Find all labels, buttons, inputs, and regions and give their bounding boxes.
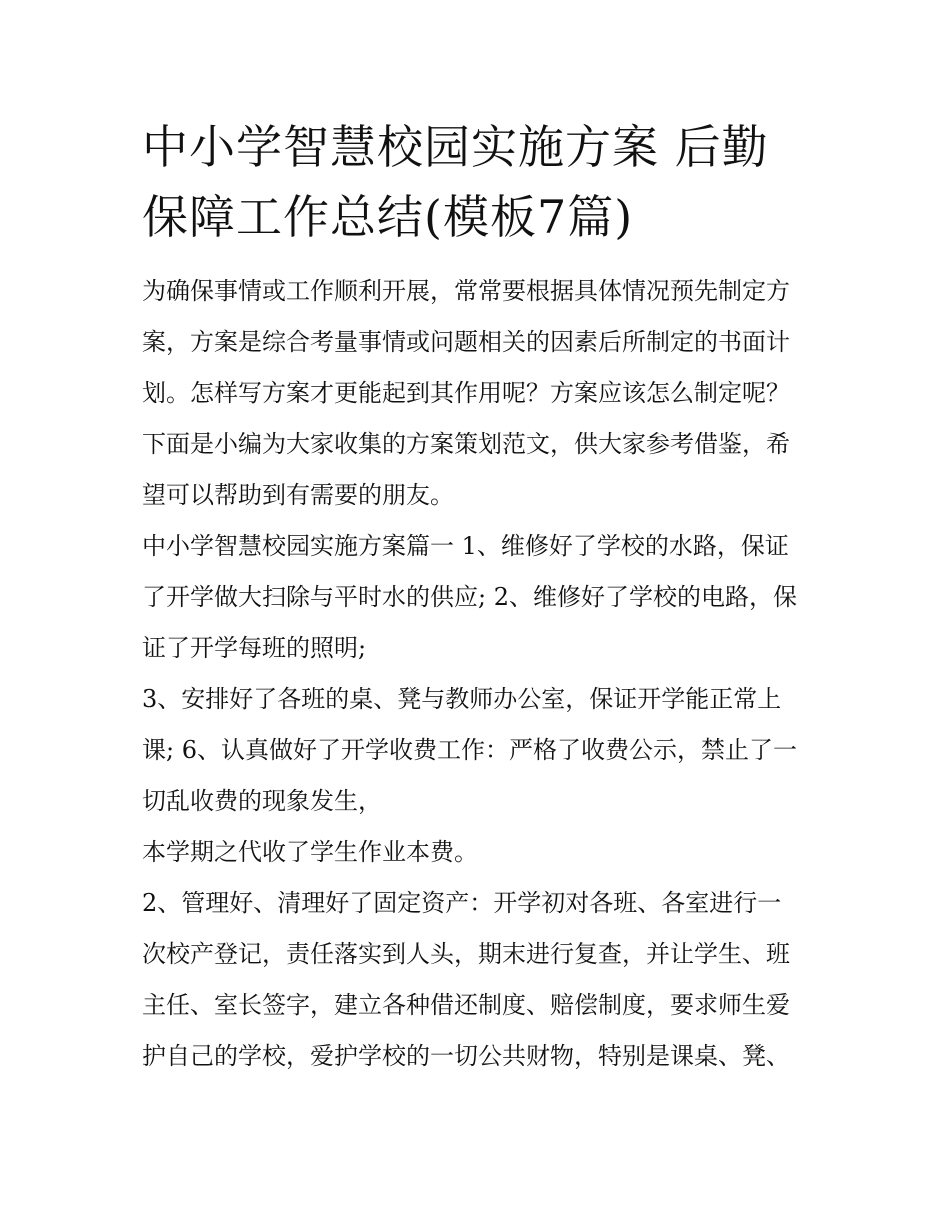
text-line: 护自己的学校，爱护学校的一切公共财物，特别是课桌、凳、 xyxy=(142,1042,790,1070)
text-line: 中小学智慧校园实施方案篇一 1、维修好了学校的水路，保证 xyxy=(142,532,789,560)
text-line: 下面是小编为大家收集的方案策划范文，供大家参考借鉴，希 xyxy=(142,430,790,458)
body-paragraph xyxy=(142,674,814,827)
text-line: 次校产登记，责任落实到人头，期末进行复查，并让学生、班 xyxy=(142,940,790,968)
text-line: 2、管理好、清理好了固定资产：开学初对各班、各室进行一 xyxy=(142,889,782,917)
text-line: 望可以帮助到有需要的朋友。 xyxy=(142,481,454,509)
intro-paragraph xyxy=(142,266,814,521)
document-title xyxy=(142,112,814,252)
text-line: 划。怎样写方案才更能起到其作用呢？方案应该怎么制定呢？ xyxy=(142,379,790,407)
document-content xyxy=(142,112,814,1082)
text-line: 课; 6、认真做好了开学收费工作：严格了收费公示，禁止了一 xyxy=(142,736,797,764)
text-line: 3、安排好了各班的桌、凳与教师办公室，保证开学能正常上 xyxy=(142,685,782,713)
body-paragraph xyxy=(142,878,814,1082)
text-line: 主任、室长签字，建立各种借还制度、赔偿制度，要求师生爱 xyxy=(142,991,790,1019)
text-line: 本学期之代收了学生作业本费。 xyxy=(142,838,478,866)
title-line-1: 中小学智慧校园实施方案 后勤 xyxy=(142,120,769,174)
text-line: 切乱收费的现象发生， xyxy=(142,787,382,815)
text-line: 了开学做大扫除与平时水的供应; 2、维修好了学校的电路，保 xyxy=(142,583,797,611)
body-paragraph xyxy=(142,827,814,878)
body-paragraph xyxy=(142,521,814,674)
text-line: 证了开学每班的照明; xyxy=(142,634,367,662)
title-line-2: 保障工作总结(模板7篇) xyxy=(142,190,634,244)
text-line: 为确保事情或工作顺利开展，常常要根据具体情况预先制定方 xyxy=(142,277,790,305)
text-line: 案，方案是综合考量事情或问题相关的因素后所制定的书面计 xyxy=(142,328,790,356)
